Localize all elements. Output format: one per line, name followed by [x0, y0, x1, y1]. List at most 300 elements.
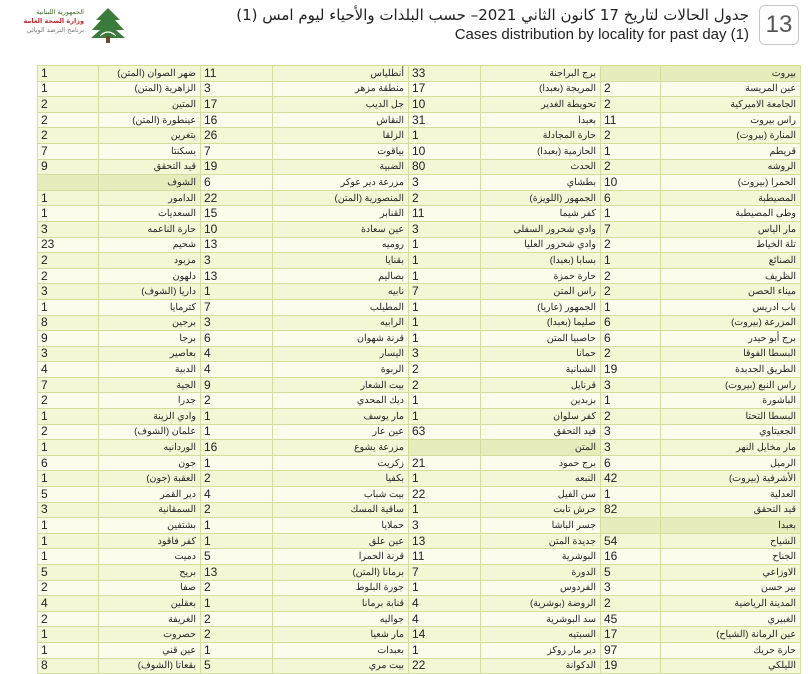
case-count-cell: 2: [38, 580, 99, 596]
case-count-cell: 23: [38, 237, 99, 253]
case-count-cell: 3: [601, 580, 661, 596]
locality-name-cell: برج البراجنة: [481, 66, 601, 82]
locality-name-cell: دلهون: [99, 268, 201, 284]
case-count-cell: 22: [409, 658, 481, 674]
locality-name-cell: الجناح: [661, 549, 801, 565]
case-count-cell: 8: [38, 658, 99, 674]
logo-line-1: الجمهورية اللبنانية: [36, 8, 84, 16]
case-count-cell: 1: [409, 409, 481, 425]
table-row: [38, 409, 801, 425]
case-count-cell: 54: [601, 533, 661, 549]
locality-name-cell: مزرعة دير عوكر: [273, 175, 409, 191]
locality-name-cell: جون: [99, 455, 201, 471]
locality-name-cell: الجامعة الاميركية: [661, 97, 801, 113]
table-row: [38, 393, 801, 409]
case-count-cell: 1: [38, 471, 99, 487]
case-count-cell: 2: [201, 471, 273, 487]
case-count-cell: 3: [201, 81, 273, 97]
locality-name-cell: كفر شيما: [481, 206, 601, 222]
case-count-cell: 11: [409, 549, 481, 565]
case-count-cell: 7: [409, 565, 481, 581]
locality-name-cell: عين الرمانة (الشياح): [661, 627, 801, 643]
locality-name-cell: سن الفيل: [481, 487, 601, 503]
table-row: [38, 221, 801, 237]
locality-name-cell: بقعاتا (الشوف): [99, 658, 201, 674]
table-row: [38, 502, 801, 518]
locality-name-cell: مزرعة يشوع: [273, 440, 409, 456]
locality-name-cell: بصاليم: [273, 268, 409, 284]
case-count-cell: 2: [201, 502, 273, 518]
case-count-cell: 2: [38, 97, 99, 113]
case-count-cell: 15: [201, 206, 273, 222]
locality-name-cell: تحويطة الغدير: [481, 97, 601, 113]
case-count-cell: 80: [409, 159, 481, 175]
case-count-cell: 2: [601, 97, 661, 113]
table-row: [38, 112, 801, 128]
district-header-cell: بيروت: [661, 66, 801, 82]
locality-name-cell: الدبية: [99, 362, 201, 378]
locality-name-cell: الوردانيه: [99, 440, 201, 456]
case-count-cell: 13: [201, 237, 273, 253]
locality-name-cell: حارة الناعمه: [99, 221, 201, 237]
case-count-cell: 2: [409, 190, 481, 206]
locality-name-cell: عين عار: [273, 424, 409, 440]
case-count-cell: 7: [201, 299, 273, 315]
locality-name-cell: المتين: [99, 97, 201, 113]
case-count-cell: 17: [409, 81, 481, 97]
locality-name-cell: الغريفة: [99, 611, 201, 627]
locality-name-cell: برجا: [99, 331, 201, 347]
logo-line-2: وزارة الصحة العامة: [23, 17, 84, 25]
locality-name-cell: باب ادريس: [661, 299, 801, 315]
case-count-cell: 1: [409, 299, 481, 315]
table-row: [38, 455, 801, 471]
case-count-cell: 2: [38, 112, 99, 128]
case-count-cell: 6: [201, 175, 273, 191]
case-count-cell: 6: [601, 331, 661, 347]
case-count-cell: 1: [409, 128, 481, 144]
case-count-cell: 1: [409, 393, 481, 409]
case-count-cell: 1: [601, 253, 661, 269]
case-count-cell: 19: [601, 658, 661, 674]
locality-name-cell: عين سعادة: [273, 221, 409, 237]
locality-name-cell: قرنايل: [481, 377, 601, 393]
locality-name-cell: الجمهور (اللويزة): [481, 190, 601, 206]
locality-name-cell: برمانا (المتن): [273, 565, 409, 581]
locality-name-cell: الدامور: [99, 190, 201, 206]
locality-name-cell: دير مار روكز: [481, 642, 601, 658]
locality-name-cell: البسطا التحتا: [661, 409, 801, 425]
case-count-cell: 11: [409, 206, 481, 222]
cases-table: [37, 65, 801, 674]
table-row: [38, 66, 801, 82]
locality-name-cell: الروشه: [661, 159, 801, 175]
case-count-cell: 3: [38, 221, 99, 237]
locality-name-cell: جدرا: [99, 393, 201, 409]
locality-name-cell: برج أبو حيدر: [661, 331, 801, 347]
case-count-cell: 2: [201, 393, 273, 409]
locality-name-cell: وادي الزينة: [99, 409, 201, 425]
locality-name-cell: وطى المصيطبة: [661, 206, 801, 222]
locality-name-cell: السبتيه: [481, 627, 601, 643]
table-row: [38, 518, 801, 534]
case-count-cell: 97: [601, 642, 661, 658]
case-count-cell: 22: [409, 487, 481, 503]
locality-name-cell: مار شعيا: [273, 627, 409, 643]
case-count-cell: 1: [409, 331, 481, 347]
locality-name-cell: الزاهرية (المتن): [99, 81, 201, 97]
page-number-badge: 13: [759, 5, 799, 45]
locality-name-cell: مار يوسف: [273, 409, 409, 425]
locality-name-cell: قيد التحقق: [481, 424, 601, 440]
locality-name-cell: السمقانية: [99, 502, 201, 518]
table-row: [38, 206, 801, 222]
table-row: [38, 299, 801, 315]
locality-name-cell: الرابيه: [273, 315, 409, 331]
locality-name-cell: داريا (الشوف): [99, 284, 201, 300]
case-count-cell: 1: [601, 299, 661, 315]
locality-name-cell: قيد التحقق: [661, 502, 801, 518]
case-count-cell: 2: [601, 596, 661, 612]
case-count-cell: 1: [38, 533, 99, 549]
table-row: [38, 642, 801, 658]
locality-name-cell: الغبيري: [661, 611, 801, 627]
case-count-cell: 1: [38, 206, 99, 222]
case-count-cell: 3: [38, 502, 99, 518]
locality-name-cell: حارة حمزة: [481, 268, 601, 284]
logo-line-3: برنامج الترصد الوبائي: [26, 26, 84, 34]
case-count-cell: 1: [601, 487, 661, 503]
locality-name-cell: قرنة الحمرا: [273, 549, 409, 565]
case-count-cell: 1: [601, 143, 661, 159]
locality-name-cell: برجين: [99, 315, 201, 331]
case-count-cell: 1: [201, 424, 273, 440]
case-count-cell: 1: [601, 393, 661, 409]
case-count-cell: 2: [601, 409, 661, 425]
locality-name-cell: القنابر: [273, 206, 409, 222]
locality-name-cell: الجمهور (عاريا): [481, 299, 601, 315]
case-count-cell: 1: [38, 66, 99, 82]
locality-name-cell: المطيلب: [273, 299, 409, 315]
case-count-cell: 4: [409, 596, 481, 612]
case-count-cell: 1: [38, 81, 99, 97]
case-count-cell: 2: [601, 268, 661, 284]
locality-name-cell: الليلكي: [661, 658, 801, 674]
locality-name-cell: السعديات: [99, 206, 201, 222]
case-count-cell: 2: [38, 253, 99, 269]
table-row: [38, 237, 801, 253]
table-row: [38, 143, 801, 159]
locality-name-cell: كفر سلوان: [481, 409, 601, 425]
case-count-cell: 82: [601, 502, 661, 518]
locality-name-cell: وادي شحرور العليا: [481, 237, 601, 253]
case-count-cell: 1: [38, 409, 99, 425]
case-count-cell: 10: [409, 143, 481, 159]
locality-name-cell: بعبدات: [273, 642, 409, 658]
case-count-cell: 22: [201, 190, 273, 206]
case-count-cell: 19: [201, 159, 273, 175]
locality-name-cell: الجية: [99, 377, 201, 393]
case-count-cell: 13: [201, 565, 273, 581]
locality-name-cell: دير القمر: [99, 487, 201, 503]
case-count-cell: 1: [201, 455, 273, 471]
district-header-cell: المتن: [481, 440, 601, 456]
case-count-cell: 4: [201, 487, 273, 503]
locality-name-cell: ضهر الصوان (المتن): [99, 66, 201, 82]
locality-name-cell: مزبود: [99, 253, 201, 269]
locality-name-cell: الاوزاعي: [661, 565, 801, 581]
case-count-cell: [601, 518, 661, 534]
page-title-english: Cases distribution by locality for past day (1): [454, 26, 749, 43]
locality-name-cell: بطشاي: [481, 175, 601, 191]
case-count-cell: 2: [601, 346, 661, 362]
case-count-cell: 1: [38, 518, 99, 534]
case-count-cell: 1: [409, 471, 481, 487]
case-count-cell: 2: [601, 159, 661, 175]
case-count-cell: 16: [601, 549, 661, 565]
table-body: [38, 66, 801, 674]
case-count-cell: 4: [201, 346, 273, 362]
case-count-cell: 5: [601, 565, 661, 581]
locality-name-cell: روميه: [273, 237, 409, 253]
locality-name-cell: عين علق: [273, 533, 409, 549]
case-count-cell: 10: [409, 97, 481, 113]
locality-name-cell: الزلقا: [273, 128, 409, 144]
case-count-cell: 2: [601, 284, 661, 300]
locality-name-cell: اليسار: [273, 346, 409, 362]
locality-name-cell: الدكوانة: [481, 658, 601, 674]
locality-name-cell: بقنايا: [273, 253, 409, 269]
case-count-cell: 3: [601, 440, 661, 456]
case-count-cell: 1: [409, 268, 481, 284]
case-count-cell: 4: [38, 596, 99, 612]
locality-name-cell: بير حسن: [661, 580, 801, 596]
locality-name-cell: شحيم: [99, 237, 201, 253]
ministry-logo: [6, 6, 146, 46]
locality-name-cell: عين قني: [99, 642, 201, 658]
locality-name-cell: بيت شباب: [273, 487, 409, 503]
case-count-cell: 1: [201, 596, 273, 612]
case-count-cell: 2: [38, 128, 99, 144]
case-count-cell: 1: [409, 502, 481, 518]
case-count-cell: [601, 66, 661, 82]
locality-name-cell: كفر فاقود: [99, 533, 201, 549]
locality-name-cell: الضبية: [273, 159, 409, 175]
case-count-cell: 3: [409, 518, 481, 534]
locality-name-cell: الأشرفية (بيروت): [661, 471, 801, 487]
table-row: [38, 175, 801, 191]
locality-name-cell: الحمرا (بيروت): [661, 175, 801, 191]
locality-name-cell: تلة الخياط: [661, 237, 801, 253]
case-count-cell: 11: [601, 112, 661, 128]
case-count-cell: 16: [201, 440, 273, 456]
locality-name-cell: علمان (الشوف): [99, 424, 201, 440]
case-count-cell: 1: [201, 642, 273, 658]
locality-name-cell: بياقوت: [273, 143, 409, 159]
case-count-cell: 6: [601, 455, 661, 471]
table-row: [38, 315, 801, 331]
case-count-cell: 3: [201, 253, 273, 269]
locality-name-cell: راس النبع (بيروت): [661, 377, 801, 393]
locality-name-cell: حاصبيا المتن: [481, 331, 601, 347]
locality-name-cell: صفا: [99, 580, 201, 596]
locality-name-cell: راس بيروت: [661, 112, 801, 128]
case-count-cell: 3: [38, 284, 99, 300]
locality-name-cell: جسر الباشا: [481, 518, 601, 534]
locality-name-cell: المزرعة (بيروت): [661, 315, 801, 331]
case-count-cell: 2: [601, 128, 661, 144]
cedar-logo-icon: [88, 6, 128, 44]
locality-name-cell: العدلية: [661, 487, 801, 503]
locality-name-cell: المنارة (بيروت): [661, 128, 801, 144]
locality-name-cell: بعقلين: [99, 596, 201, 612]
page-title-arabic: جدول الحالات لتاريخ 17 كانون الثاني 2021– حسب البلدات والأحياء ليوم امس (1): [236, 6, 749, 24]
locality-name-cell: البوشرية: [481, 549, 601, 565]
locality-name-cell: مار مخايل النهر: [661, 440, 801, 456]
locality-name-cell: قرنة شهوان: [273, 331, 409, 347]
table-row: [38, 487, 801, 503]
locality-name-cell: الشياح: [661, 533, 801, 549]
case-count-cell: 2: [38, 611, 99, 627]
case-count-cell: 3: [601, 424, 661, 440]
case-count-cell: 7: [409, 284, 481, 300]
case-count-cell: 2: [201, 580, 273, 596]
locality-name-cell: الفردوس: [481, 580, 601, 596]
table-row: [38, 81, 801, 97]
locality-name-cell: الشبانية: [481, 362, 601, 378]
case-count-cell: 2: [201, 627, 273, 643]
table-row: [38, 362, 801, 378]
case-count-cell: 2: [409, 377, 481, 393]
locality-name-cell: جواليه: [273, 611, 409, 627]
case-count-cell: 3: [409, 175, 481, 191]
case-count-cell: 42: [601, 471, 661, 487]
locality-name-cell: جديدة المتن: [481, 533, 601, 549]
locality-name-cell: الباشورة: [661, 393, 801, 409]
locality-name-cell: المدينة الرياضية: [661, 596, 801, 612]
locality-name-cell: حصروت: [99, 627, 201, 643]
case-count-cell: 16: [201, 112, 273, 128]
case-count-cell: 33: [409, 66, 481, 82]
table-row: [38, 627, 801, 643]
locality-name-cell: الربوة: [273, 362, 409, 378]
locality-name-cell: زكريت: [273, 455, 409, 471]
locality-name-cell: الظريف: [661, 268, 801, 284]
case-count-cell: 1: [38, 299, 99, 315]
locality-name-cell: برج حمود: [481, 455, 601, 471]
case-count-cell: 2: [38, 268, 99, 284]
case-count-cell: 17: [601, 627, 661, 643]
table-row: [38, 565, 801, 581]
locality-name-cell: نابيه: [273, 284, 409, 300]
case-count-cell: 2: [38, 424, 99, 440]
case-count-cell: 3: [409, 221, 481, 237]
case-count-cell: 4: [409, 611, 481, 627]
case-count-cell: 1: [38, 440, 99, 456]
case-count-cell: 5: [38, 565, 99, 581]
case-count-cell: 1: [201, 284, 273, 300]
case-count-cell: 9: [201, 377, 273, 393]
locality-name-cell: حرش تابت: [481, 502, 601, 518]
table-row: [38, 658, 801, 674]
locality-name-cell: صليما (بعبدا): [481, 315, 601, 331]
table-row: [38, 580, 801, 596]
case-count-cell: 7: [601, 221, 661, 237]
case-count-cell: [38, 175, 99, 191]
case-count-cell: 4: [38, 362, 99, 378]
case-count-cell: 10: [201, 221, 273, 237]
case-count-cell: [409, 440, 481, 456]
table-row: [38, 190, 801, 206]
locality-name-cell: النبعه: [481, 471, 601, 487]
case-count-cell: 1: [409, 253, 481, 269]
case-count-cell: 3: [409, 346, 481, 362]
table-row: [38, 377, 801, 393]
case-count-cell: 1: [38, 190, 99, 206]
locality-name-cell: الروضة (بوشرية): [481, 596, 601, 612]
locality-name-cell: الدورة: [481, 565, 601, 581]
case-count-cell: 13: [201, 268, 273, 284]
table-row: [38, 128, 801, 144]
locality-name-cell: الرميل: [661, 455, 801, 471]
locality-name-cell: المريجة (بعبدا): [481, 81, 601, 97]
district-header-cell: الشوف: [99, 175, 201, 191]
case-count-cell: 26: [201, 128, 273, 144]
case-count-cell: 2: [38, 393, 99, 409]
case-count-cell: 5: [38, 487, 99, 503]
table-row: [38, 471, 801, 487]
case-count-cell: 10: [601, 175, 661, 191]
case-count-cell: 3: [38, 346, 99, 362]
locality-name-cell: الطريق الجديدة: [661, 362, 801, 378]
case-count-cell: 7: [201, 143, 273, 159]
locality-name-cell: قيد التحقق: [99, 159, 201, 175]
case-count-cell: 5: [201, 658, 273, 674]
locality-name-cell: حارة المجادلة: [481, 128, 601, 144]
locality-name-cell: حملايا: [273, 518, 409, 534]
locality-name-cell: منطقة مزهر: [273, 81, 409, 97]
locality-name-cell: ساقية المسك: [273, 502, 409, 518]
case-count-cell: 31: [409, 112, 481, 128]
locality-name-cell: بتغرين: [99, 128, 201, 144]
case-count-cell: 45: [601, 611, 661, 627]
case-count-cell: 13: [409, 533, 481, 549]
table-row: [38, 440, 801, 456]
locality-name-cell: بعاصير: [99, 346, 201, 362]
case-count-cell: 5: [201, 549, 273, 565]
table-row: [38, 424, 801, 440]
case-count-cell: 2: [201, 611, 273, 627]
locality-name-cell: المنصورية (المتن): [273, 190, 409, 206]
case-count-cell: 1: [201, 518, 273, 534]
case-count-cell: 21: [409, 455, 481, 471]
locality-name-cell: الصنائع: [661, 253, 801, 269]
locality-name-cell: بكفيا: [273, 471, 409, 487]
case-count-cell: 8: [38, 315, 99, 331]
case-count-cell: 1: [601, 206, 661, 222]
locality-name-cell: كترمايا: [99, 299, 201, 315]
table-row: [38, 268, 801, 284]
locality-name-cell: دميت: [99, 549, 201, 565]
case-count-cell: 6: [38, 455, 99, 471]
table-row: [38, 533, 801, 549]
locality-name-cell: عين المريسة: [661, 81, 801, 97]
case-count-cell: 1: [38, 549, 99, 565]
case-count-cell: 9: [38, 159, 99, 175]
case-count-cell: 1: [201, 533, 273, 549]
locality-name-cell: سد البوشرية: [481, 611, 601, 627]
case-count-cell: 17: [201, 97, 273, 113]
